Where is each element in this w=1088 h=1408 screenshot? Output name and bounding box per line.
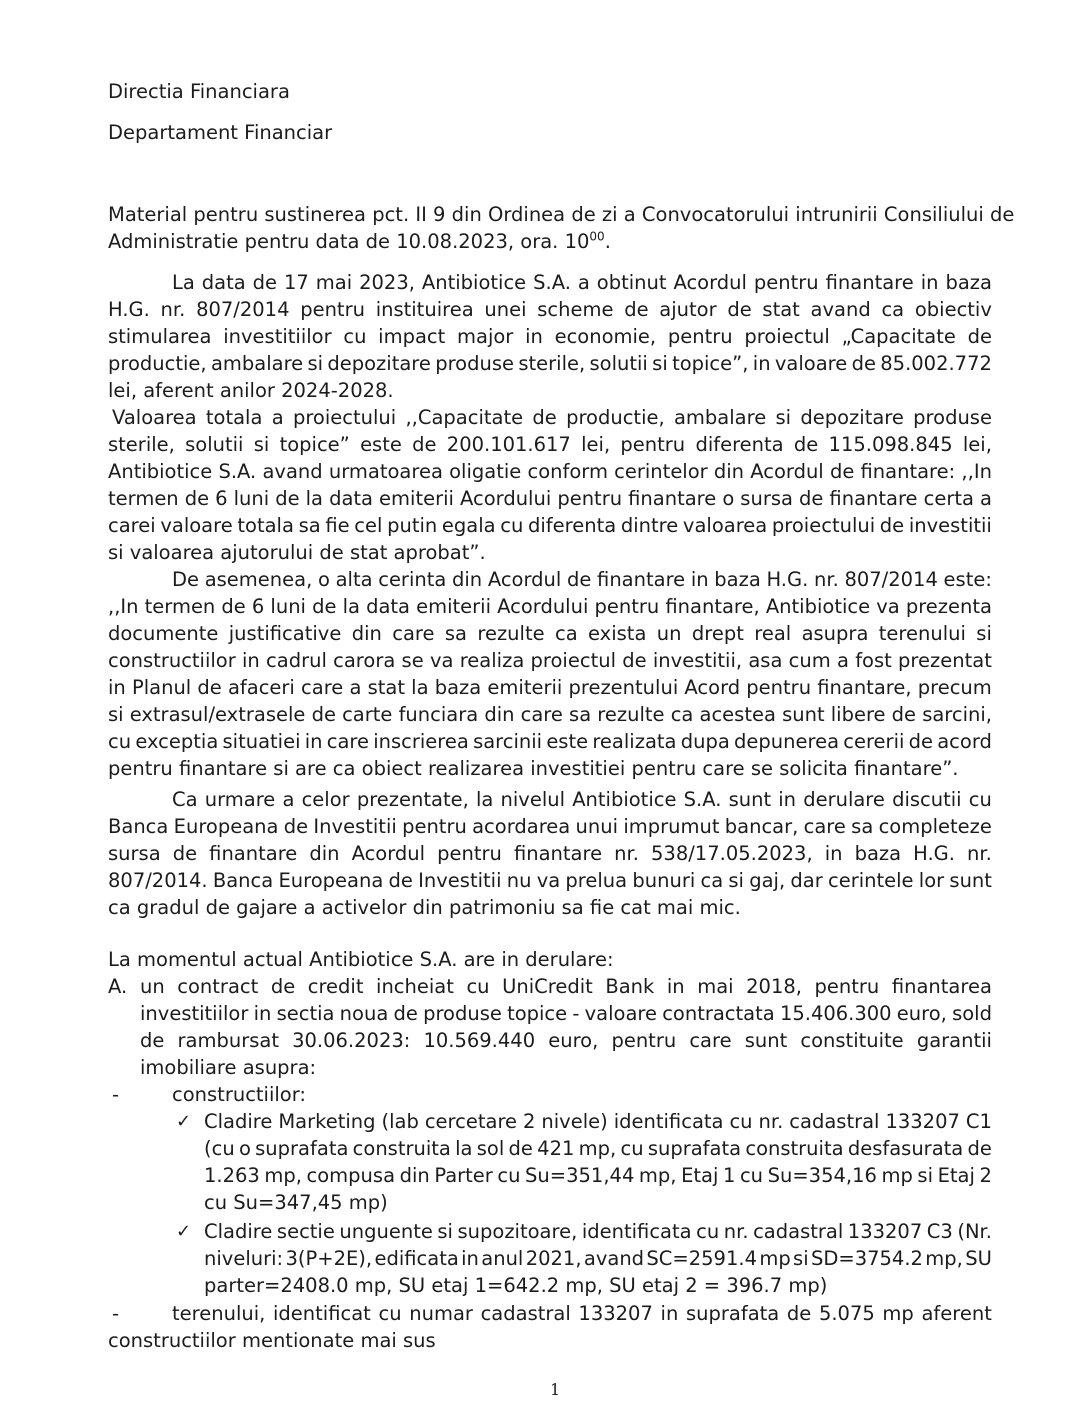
check-icon: ✓: [176, 1221, 192, 1242]
item-a-line-2: investitiilor in sectia noua de produse topice - valoare contractata 15.406.300 euro, sold: [140, 1002, 992, 1025]
para3-line-4: constructiilor in cadrul carora se va realiza proiectul de investitii, asa cum a fost prezentat: [108, 649, 992, 672]
para1-line-3: stimularea investitiilor cu impact major in economie, pentru proiectul „Capacitate de: [108, 325, 992, 348]
para2-line-3: Antibiotice S.A. avand urmatoarea oligatie conform cerintelor din Acordul de finantare: ,,In: [108, 460, 992, 483]
para2-line-4: termen de 6 luni de la data emiterii Acordului pentru finantare o sursa de finantare certa a: [108, 487, 992, 510]
para2-line-1: Valoarea totala a proiectului ,,Capacitate de productie, ambalare si depozitare produse: [112, 406, 992, 429]
building2-line-3: parter=2408.0 mp, SU etaj 1=642.2 mp, SU etaj 2 = 396.7 mp): [204, 1274, 828, 1297]
intro-line-2: Administratie pentru data de 10.08.2023, ora. $10^{00}$.: [108, 229, 611, 253]
para3-line-3: documente justificative din care sa rezulte ca exista un drept real asupra terenului si: [108, 622, 992, 645]
check-icon: ✓: [176, 1111, 192, 1132]
header-directia: Directia Financiara: [108, 80, 290, 103]
para1-line-4: productie, ambalare si depozitare produse sterile, solutii si topice”, in valoare de 85.002.772: [108, 352, 992, 375]
para3-line-6: si extrasul/extrasele de carte funciara din care sa rezulte ca acestea sunt libere de sarcini,: [108, 703, 992, 726]
teren-line-1: terenului, identificat cu numar cadastral 133207 in suprafata de 5.075 mp aferent: [172, 1302, 992, 1325]
constructii-label: constructiilor:: [172, 1083, 306, 1106]
intro-line-1: Material pentru sustinerea pct. II 9 din Ordinea de zi a Convocatorului intrunirii Consiliului de: [108, 203, 1015, 226]
item-a-line-3: de rambursat 30.06.2023: 10.569.440 euro, pentru care sunt constituite garantii: [140, 1029, 992, 1052]
building1-line-1: Cladire Marketing (lab cercetare 2 nivele) identificata cu nr. cadastral 133207 C1: [204, 1110, 992, 1133]
para1-line-1: La data de 17 mai 2023, Antibiotice S.A. a obtinut Acordul pentru finantare in baza: [172, 271, 992, 294]
para3-line-1: De asemenea, o alta cerinta din Acordul de finantare in baza H.G. nr. 807/2014 este:: [172, 568, 992, 591]
para1-line-2: H.G. nr. 807/2014 pentru instituirea unei scheme de ajutor de stat avand ca obiectiv: [108, 298, 992, 321]
building1-line-4: cu Su=347,45 mp): [204, 1191, 388, 1214]
para3-line-2: ,,In termen de 6 luni de la data emiterii Acordului pentru finantare, Antibiotice va prezenta: [108, 595, 992, 618]
para4-line-5: ca gradul de gajare a activelor din patrimoniu sa fie cat mai mic.: [108, 896, 741, 919]
building1-line-2: (cu o suprafata construita la sol de 421 mp, cu suprafata construita desfasurata de: [204, 1137, 992, 1160]
para2-line-6: si valoarea ajutorului de stat aprobat”.: [108, 541, 486, 564]
item-a-line-1: un contract de credit incheiat cu UniCredit Bank in mai 2018, pentru finantarea: [140, 975, 992, 998]
para1-line-5: lei, aferent anilor 2024-2028.: [108, 379, 394, 402]
item-a-marker: A.: [108, 975, 128, 998]
para4-line-4: 807/2014. Banca Europeana de Investitii nu va prelua bunuri ca si gaj, dar cerintele lor sunt: [108, 869, 992, 892]
dash-bullet-1: -: [112, 1083, 120, 1106]
item-a-line-4: imobiliare asupra:: [140, 1056, 317, 1079]
building2-line-2: niveluri: 3(P+2E), edificata in anul 2021, avand SC=2591.4 mp si SD=3754.2 mp, SU: [204, 1247, 992, 1270]
para2-line-5: carei valoare totala sa fie cel putin egala cu diferenta dintre valoarea proiectului de investitii: [108, 514, 992, 537]
header-departament: Departament Financiar: [108, 121, 333, 144]
building2-line-1: Cladire sectie unguente si supozitoare, identificata cu nr. cadastral 133207 C3 (Nr.: [204, 1220, 992, 1243]
para4-line-2: Banca Europeana de Investitii pentru acordarea unui imprumut bancar, care sa completeze: [108, 815, 992, 838]
para3-line-7: cu exceptia situatiei in care inscrierea sarcinii este realizata dupa depunerea cererii de acord: [108, 730, 992, 753]
para4-line-1: Ca urmare a celor prezentate, la nivelul Antibiotice S.A. sunt in derulare discutii cu: [172, 788, 992, 811]
building1-line-3: 1.263 mp, compusa din Parter cu Su=351,44 mp, Etaj 1 cu Su=354,16 mp si Etaj 2: [204, 1164, 992, 1187]
para3-line-5: in Planul de afaceri care a stat la baza emiterii prezentului Acord pentru finantare, precum: [108, 676, 992, 699]
current-heading: La momentul actual Antibiotice S.A. are in derulare:: [108, 948, 614, 971]
para3-line-8: pentru finantare si are ca obiect realizarea investitiei pentru care se solicita finantare”.: [108, 757, 959, 780]
page-number: 1: [550, 1380, 561, 1399]
para4-line-3: sursa de finantare din Acordul pentru finantare nr. 538/17.05.2023, in baza H.G. nr.: [108, 842, 992, 865]
para2-line-2: sterile, solutii si topice” este de 200.101.617 lei, pentru diferenta de 115.098.845 lei,: [108, 433, 992, 456]
teren-line-2: constructiilor mentionate mai sus: [108, 1329, 436, 1352]
dash-bullet-2: -: [112, 1302, 120, 1325]
